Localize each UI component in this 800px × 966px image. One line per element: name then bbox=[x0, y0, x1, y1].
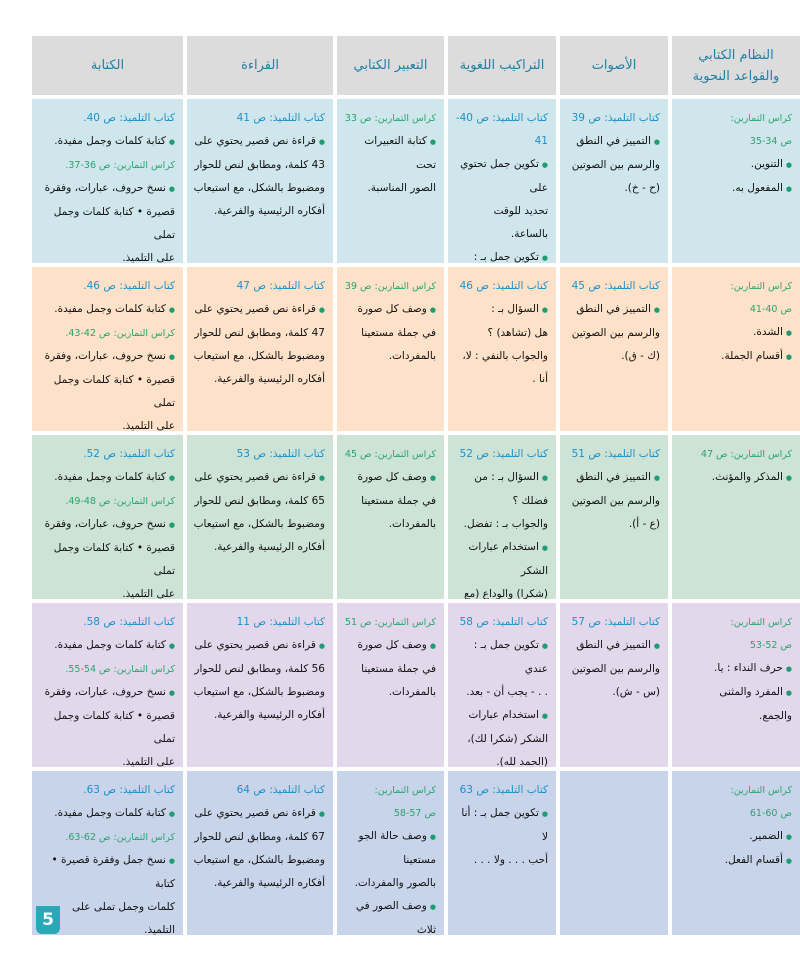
content-line: ● نسخ حروف، عبارات، وفقرة bbox=[38, 681, 175, 705]
workbook-ref: كراس التمارين: ص 47 bbox=[700, 449, 792, 460]
content-line: أفكاره الرئيسية والفرعية. bbox=[213, 541, 325, 553]
content-line: ● وصف كل صورة bbox=[343, 466, 436, 490]
content-line: 67 كلمة، ومطابق لنص للحوار bbox=[194, 831, 325, 843]
student-book-ref: كتاب التلميذ: ص 40-41 bbox=[455, 112, 548, 147]
workbook-ref: كراس التمارين: ص 42-43. bbox=[65, 328, 175, 339]
content-line: الصور المناسبة. bbox=[367, 182, 436, 194]
content-line: ● وصف كل صورة bbox=[343, 634, 436, 658]
workbook-ref: كراس التمارين: ص 33 bbox=[344, 113, 436, 124]
content-line: تحديد للوقت بالساعة. bbox=[493, 205, 548, 240]
cell-row5-written-expression bbox=[337, 771, 444, 935]
content-line: كلمات وجمل تملى على التلميذ. bbox=[72, 901, 175, 935]
content-line: ● قراءة نص قصير يحتوي على bbox=[193, 130, 325, 154]
workbook-ref: ص 34-35 bbox=[749, 136, 792, 147]
student-book-ref: كتاب التلميذ: ص 52. bbox=[83, 448, 175, 460]
student-book-ref: كتاب التلميذ: ص 64 bbox=[236, 784, 325, 796]
workbook-ref: كراس التمارين: ص 48-49. bbox=[65, 496, 175, 507]
content-line: 65 كلمة، ومطابق لنص للحوار bbox=[194, 495, 325, 507]
content-line: ومضبوط بالشكل، مع استيعاب bbox=[193, 518, 325, 530]
content-line: بالمفردات. bbox=[388, 686, 436, 698]
content-line: الشكر (شكرا لك)، bbox=[467, 733, 548, 745]
workbook-ref: كراس التمارين: ص 54-55. bbox=[65, 664, 175, 675]
content-line: ● نسخ حروف، عبارات، وفقرة bbox=[38, 345, 175, 369]
workbook-ref: كراس التمارين: ص 39 bbox=[344, 281, 436, 292]
student-book-ref: كتاب التلميذ: ص 53 bbox=[236, 448, 325, 460]
student-book-ref: كتاب التلميذ: ص 63. bbox=[83, 784, 175, 796]
cell-row3-reading bbox=[187, 435, 333, 599]
content-line: والرسم بين الصوتين bbox=[571, 327, 660, 339]
content-line: ● قراءة نص قصير يحتوي على bbox=[193, 634, 325, 658]
header-written-expression bbox=[337, 36, 444, 95]
header-line: النظام الكتابي bbox=[698, 47, 774, 63]
student-book-ref: كتاب التلميذ: ص 46. bbox=[83, 280, 175, 292]
workbook-ref: كراس التمارين: ص 45 bbox=[344, 449, 436, 460]
content-line: ● وصف كل صورة bbox=[343, 298, 436, 322]
content-line: بالمفردات. bbox=[388, 518, 436, 530]
student-book-ref: كتاب التلميذ: ص 45 bbox=[571, 280, 660, 292]
cell-row1-writing-system bbox=[672, 99, 800, 263]
content-line: ● كتابة كلمات وجمل مفيدة. bbox=[38, 634, 175, 658]
content-line: ● التمييز في النطق bbox=[566, 634, 660, 658]
workbook-ref: ص 40-41 bbox=[749, 304, 792, 315]
content-line: على التلميذ. bbox=[122, 420, 175, 431]
cell-row3-writing-system bbox=[672, 435, 800, 599]
content-line: ومضبوط بالشكل، مع استيعاب bbox=[193, 350, 325, 362]
content-line: ● تكوين جمل بـ : bbox=[454, 246, 548, 263]
workbook-ref: كراس التمارين: bbox=[730, 785, 792, 796]
content-line: في جملة مستعينا bbox=[361, 495, 436, 507]
content-line: والرسم بين الصوتين bbox=[571, 663, 660, 675]
workbook-ref: كراس التمارين: ص 36-37. bbox=[65, 160, 175, 171]
workbook-ref: كراس التمارين: ص 62-63. bbox=[65, 832, 175, 843]
content-line: ● التمييز في النطق bbox=[566, 130, 660, 154]
content-line: ومضبوط بالشكل، مع استيعاب bbox=[193, 686, 325, 698]
content-line: ومضبوط بالشكل، مع استيعاب bbox=[193, 854, 325, 866]
cell-row4-sounds bbox=[560, 603, 668, 767]
content-line: ● وصف الصور في ثلاث bbox=[343, 895, 436, 935]
content-line: ● حرف النداء : يا. bbox=[678, 657, 792, 681]
curriculum-table bbox=[36, 36, 800, 935]
cell-row1-writing bbox=[32, 99, 183, 263]
student-book-ref: كتاب التلميذ: ص 63 bbox=[459, 784, 548, 796]
cell-row2-writing bbox=[32, 267, 183, 431]
content-line: (ك - ق). bbox=[621, 350, 660, 362]
content-line: ● أقسام الجملة. bbox=[678, 345, 792, 369]
content-line: 56 كلمة، ومطابق لنص للحوار bbox=[194, 663, 325, 675]
content-line: ● كتابة كلمات وجمل مفيدة. bbox=[38, 130, 175, 154]
cell-row1-reading bbox=[187, 99, 333, 263]
workbook-ref: كراس التمارين: ص 51 bbox=[344, 617, 436, 628]
header-line: والقواعد النحوية bbox=[692, 68, 780, 84]
content-line: على التلميذ. bbox=[122, 252, 175, 263]
content-line: ● استخدام عبارات bbox=[454, 704, 548, 728]
header-label: القراءة bbox=[241, 58, 279, 73]
content-line: ● التمييز في النطق bbox=[566, 466, 660, 490]
content-line: ● المفعول به. bbox=[678, 177, 792, 201]
content-line: ● نسخ جمل وفقرة قصيرة • كتابة bbox=[38, 849, 175, 896]
content-line: ● المذكر والمؤنث. bbox=[678, 466, 792, 490]
content-line: والجواب بالنفي : لا، bbox=[462, 350, 548, 362]
content-line: (ح - خ). bbox=[624, 182, 660, 194]
workbook-ref: ص 60-61 bbox=[749, 808, 792, 819]
student-book-ref: كتاب التلميذ: ص 41 bbox=[236, 112, 325, 124]
content-line: ● نسخ حروف، عبارات، وفقرة bbox=[38, 513, 175, 537]
cell-row2-reading bbox=[187, 267, 333, 431]
content-line: والرسم بين الصوتين bbox=[571, 495, 660, 507]
content-line: ● التنوين. bbox=[678, 153, 792, 177]
content-line: على التلميذ. bbox=[122, 588, 175, 599]
workbook-ref: كراس التمارين: bbox=[730, 113, 792, 124]
content-line: ● كتابة كلمات وجمل مفيدة. bbox=[38, 466, 175, 490]
content-line: 47 كلمة، ومطابق لنص للحوار bbox=[194, 327, 325, 339]
cell-row1-structures bbox=[448, 99, 556, 263]
cell-row4-writing bbox=[32, 603, 183, 767]
cell-row5-reading bbox=[187, 771, 333, 935]
content-line: أنا . bbox=[532, 373, 548, 385]
content-line: قصيرة • كتابة كلمات وجمل تملى bbox=[53, 206, 175, 241]
content-line: قصيرة • كتابة كلمات وجمل تملى bbox=[53, 542, 175, 577]
student-book-ref: كتاب التلميذ: ص 47 bbox=[236, 280, 325, 292]
workbook-ref: كراس التمارين: bbox=[730, 281, 792, 292]
content-line: والجواب بـ : تفضل. bbox=[463, 518, 548, 530]
cell-row3-sounds bbox=[560, 435, 668, 599]
content-line: (س - ش). bbox=[612, 686, 660, 698]
content-line: بالمفردات. bbox=[388, 350, 436, 362]
page-number: 5 bbox=[36, 906, 60, 934]
content-line: هل (تشاهد) ؟ bbox=[487, 327, 548, 339]
header-reading bbox=[187, 36, 333, 95]
content-line: في جملة مستعينا bbox=[361, 327, 436, 339]
cell-row5-structures bbox=[448, 771, 556, 935]
content-line: ● كتابة كلمات وجمل مفيدة. bbox=[38, 802, 175, 826]
header-label: الكتابة bbox=[90, 58, 125, 73]
content-line: ● المفرد والمثنى bbox=[678, 681, 792, 705]
cell-row4-structures bbox=[448, 603, 556, 767]
content-line: قصيرة • كتابة كلمات وجمل تملى bbox=[53, 710, 175, 745]
student-book-ref: كتاب التلميذ: ص 57 bbox=[571, 616, 660, 628]
workbook-ref: كراس التمارين: bbox=[374, 785, 436, 796]
content-line: أحب . . . ولا . . . bbox=[473, 854, 548, 866]
content-line: . . - يجب أن - بعد. bbox=[466, 686, 548, 698]
content-line: ● قراءة نص قصير يحتوي على bbox=[193, 298, 325, 322]
header-label: التراكيب اللغوية bbox=[459, 58, 545, 73]
content-line: أفكاره الرئيسية والفرعية. bbox=[213, 709, 325, 721]
cell-row2-structures bbox=[448, 267, 556, 431]
cell-row4-written-expression bbox=[337, 603, 444, 767]
content-line: (الحمد لله). bbox=[496, 756, 548, 767]
content-line: ● وصف حالة الجو مستعينا bbox=[343, 825, 436, 872]
content-line: بالصور والمفردات. bbox=[354, 877, 436, 889]
student-book-ref: كتاب التلميذ: ص 46 bbox=[459, 280, 548, 292]
header-label: التعبير الكتابي bbox=[353, 58, 428, 73]
header-writing bbox=[32, 36, 183, 95]
content-line: أفكاره الرئيسية والفرعية. bbox=[213, 205, 325, 217]
workbook-ref: كراس التمارين: bbox=[730, 617, 792, 628]
content-line: قصيرة • كتابة كلمات وجمل تملى bbox=[53, 374, 175, 409]
cell-row2-writing-system bbox=[672, 267, 800, 431]
content-line: ● أقسام الفعل. bbox=[678, 849, 792, 873]
content-line: ● تكوين جمل بـ : عندي bbox=[454, 634, 548, 681]
student-book-ref: كتاب التلميذ: ص 52 bbox=[459, 448, 548, 460]
cell-row5-sounds bbox=[560, 771, 668, 935]
content-line: ● نسخ حروف، عبارات، وفقرة bbox=[38, 177, 175, 201]
content-line: والرسم بين الصوتين bbox=[571, 159, 660, 171]
cell-row4-writing-system bbox=[672, 603, 800, 767]
content-line: على التلميذ. bbox=[122, 756, 175, 767]
content-line: والجمع. bbox=[759, 710, 792, 722]
content-line: ● الشدة. bbox=[678, 321, 792, 345]
content-line: ● استخدام عبارات الشكر bbox=[454, 536, 548, 583]
cell-row1-written-expression bbox=[337, 99, 444, 263]
workbook-ref: ص 57-58 bbox=[393, 808, 436, 819]
content-line: (ع - أ). bbox=[628, 518, 660, 530]
student-book-ref: كتاب التلميذ: ص 58. bbox=[83, 616, 175, 628]
content-line: أفكاره الرئيسية والفرعية. bbox=[213, 373, 325, 385]
workbook-ref: ص 52-53 bbox=[749, 640, 792, 651]
student-book-ref: كتاب التلميذ: ص 40. bbox=[83, 112, 175, 124]
content-line: ● السؤال بـ : bbox=[454, 298, 548, 322]
header-writing-system bbox=[672, 36, 800, 95]
student-book-ref: كتاب التلميذ: ص 58 bbox=[459, 616, 548, 628]
header-sounds bbox=[560, 36, 668, 95]
cell-row2-sounds bbox=[560, 267, 668, 431]
student-book-ref: كتاب التلميذ: ص 51 bbox=[571, 448, 660, 460]
header-structures bbox=[448, 36, 556, 95]
cell-row2-written-expression bbox=[337, 267, 444, 431]
cell-row3-writing bbox=[32, 435, 183, 599]
header-label: الأصوات bbox=[591, 58, 637, 73]
student-book-ref: كتاب التلميذ: ص 39 bbox=[571, 112, 660, 124]
content-line: أفكاره الرئيسية والفرعية. bbox=[213, 877, 325, 889]
content-line: ● كتابة كلمات وجمل مفيدة. bbox=[38, 298, 175, 322]
content-line: ● السؤال بـ : من فضلك ؟ bbox=[454, 466, 548, 513]
content-line: ● التمييز في النطق bbox=[566, 298, 660, 322]
content-line: ● تكوين جمل بـ : أنا لا bbox=[454, 802, 548, 849]
content-line: ● الضمير. bbox=[678, 825, 792, 849]
cell-row4-reading bbox=[187, 603, 333, 767]
content-line: ● تكوين جمل تحتوي على bbox=[454, 153, 548, 200]
cell-row3-structures bbox=[448, 435, 556, 599]
content-line: ومضبوط بالشكل، مع استيعاب bbox=[193, 182, 325, 194]
content-line: 43 كلمة، ومطابق لنص للحوار bbox=[194, 159, 325, 171]
student-book-ref: كتاب التلميذ: ص 11 bbox=[236, 616, 325, 628]
content-line: ● كتابة التعبيرات تحت bbox=[343, 130, 436, 177]
content-line: ● قراءة نص قصير يحتوي على bbox=[193, 466, 325, 490]
content-line: (شكرا) والوداع (مع bbox=[464, 588, 548, 599]
cell-row3-written-expression bbox=[337, 435, 444, 599]
content-line: ● قراءة نص قصير يحتوي على bbox=[193, 802, 325, 826]
cell-row5-writing-system bbox=[672, 771, 800, 935]
cell-row1-sounds bbox=[560, 99, 668, 263]
content-line: في جملة مستعينا bbox=[361, 663, 436, 675]
